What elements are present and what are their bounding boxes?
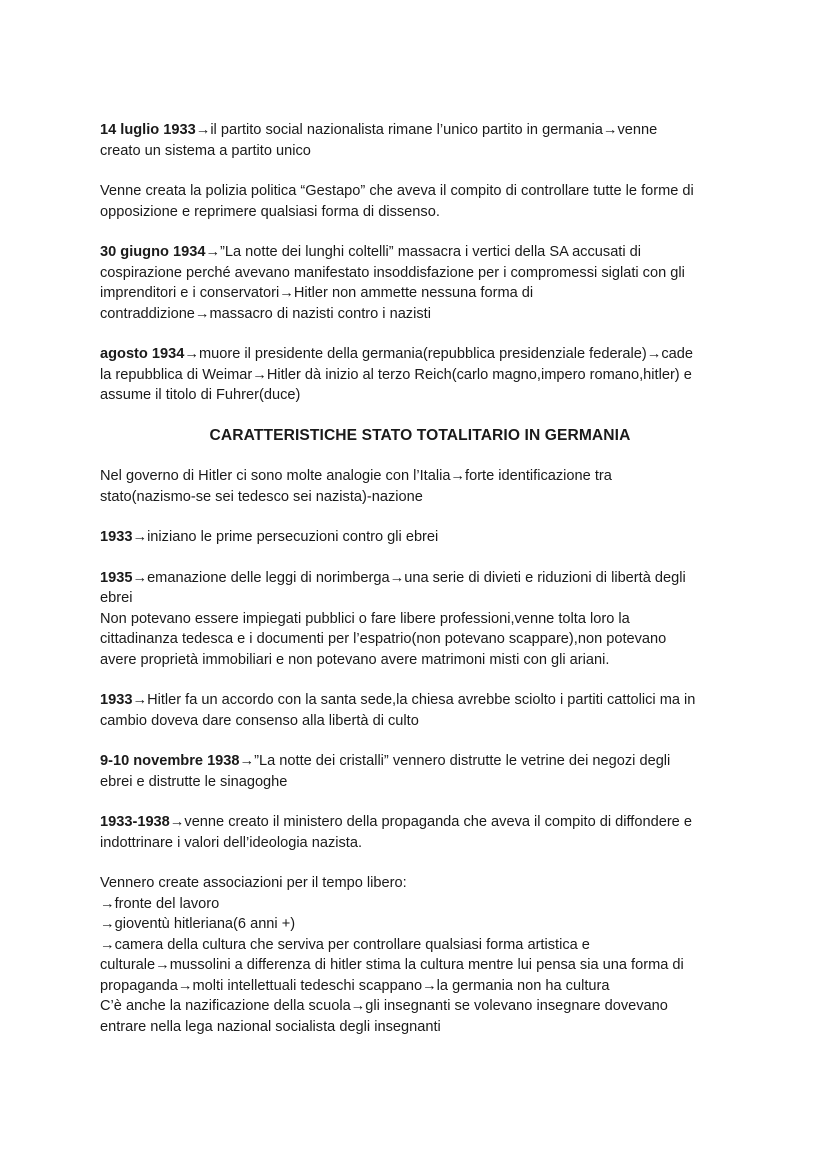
line-text: cospirazione perché avevano manifestato insoddisfazione per i compromessi siglati con gli: [100, 264, 685, 281]
paragraph: [100, 812, 740, 853]
line-text: opposizione e reprimere qualsiasi forma di dissenso.: [100, 203, 440, 220]
text-line: [100, 487, 740, 508]
line-text: Nel governo di Hitler ci sono molte analogie con l’Italia→forte identificazione tra: [100, 468, 612, 484]
line-text: →venne creato il ministero della propaganda che aveva il compito di diffondere e: [169, 814, 692, 830]
date-label: agosto 1934: [100, 346, 185, 362]
text-line: [100, 711, 740, 732]
paragraph: [100, 344, 740, 406]
paragraph: [100, 527, 740, 548]
text-line: [100, 202, 740, 223]
line-text: Vennero create associazioni per il tempo libero:: [100, 875, 407, 891]
line-text: →gioventù hitleriana(6 anni +): [100, 916, 296, 932]
line-text: →iniziano le prime persecuzioni contro gli ebrei: [132, 529, 439, 545]
line-text: Non potevano essere impiegati pubblici o fare libere professioni,venne tolta loro la: [100, 610, 630, 627]
date-label: 1933: [100, 692, 133, 708]
text-line: [100, 751, 740, 772]
line-text: avere proprietà immobiliari e non potevano avere matrimoni misti con gli ariani.: [100, 651, 610, 668]
date-label: 1933: [100, 529, 133, 545]
text-line: [100, 650, 740, 671]
paragraph: [100, 751, 740, 792]
text-line: [100, 588, 740, 609]
line-text: ebrei e distrutte le sinagoghe: [100, 773, 288, 790]
paragraph-group-intro: [100, 120, 740, 406]
text-line: [100, 304, 740, 325]
line-text: culturale→mussolini a differenza di hitler stima la cultura mentre lui pensa sia una forma di: [100, 957, 684, 973]
text-line: [100, 181, 740, 202]
line-text: →muore il presidente della germania(repubblica presidenziale federale)→cade: [184, 346, 693, 362]
line-text: cambio doveva dare consenso alla libertà di culto: [100, 712, 419, 729]
text-line: [100, 527, 740, 548]
date-label: 14 luglio 1933: [100, 122, 196, 138]
paragraph: [100, 690, 740, 731]
text-line: [100, 812, 740, 833]
date-label: 1935: [100, 569, 133, 586]
paragraph: [100, 181, 740, 222]
text-line: [100, 365, 740, 386]
text-line: [100, 833, 740, 854]
paragraph: [100, 120, 740, 161]
text-line: [100, 772, 740, 793]
document-body: [100, 120, 740, 1057]
line-text: →emanazione delle leggi di norimberga→una serie di divieti e riduzioni di libertà degli: [132, 569, 686, 586]
text-line: [100, 609, 740, 630]
text-line: [100, 894, 740, 915]
paragraph: [100, 568, 740, 671]
text-line: [100, 141, 740, 162]
paragraph-group-characteristics: [100, 466, 740, 1037]
text-line: [100, 263, 740, 284]
line-text: →camera della cultura che serviva per controllare qualsiasi forma artistica e: [100, 936, 590, 953]
section-heading: CARATTERISTICHE STATO TOTALITARIO IN GERMANIA: [209, 426, 631, 444]
text-line: [100, 568, 740, 589]
text-line: [100, 283, 740, 304]
text-line: [100, 385, 740, 406]
text-line: [100, 873, 740, 894]
text-line: [100, 690, 740, 711]
text-line: [100, 629, 740, 650]
paragraph: [100, 466, 740, 507]
line-text: →”La notte dei lunghi coltelli” massacra i vertici della SA accusati di: [205, 244, 642, 260]
date-label: 1933-1938: [100, 814, 170, 830]
line-text: ebrei: [100, 590, 133, 606]
text-line: [100, 344, 740, 365]
text-line: [100, 976, 740, 997]
text-line: [100, 242, 740, 263]
line-text: →Hitler fa un accordo con la santa sede,la chiesa avrebbe sciolto i partiti cattolici ma in: [132, 692, 696, 708]
line-text: Venne creata la polizia politica “Gestapo” che aveva il compito di controllare tutte le forme di: [100, 183, 694, 199]
date-label: 9-10 novembre 1938: [100, 753, 240, 769]
line-text: stato(nazismo-se sei tedesco sei nazista)-nazione: [100, 488, 423, 505]
paragraph: [100, 873, 740, 1037]
line-text: →”La notte dei cristalli” vennero distrutte le vetrine dei negozi degli: [239, 753, 671, 769]
text-line: [100, 955, 740, 976]
text-line: [100, 935, 740, 956]
line-text: propaganda→molti intellettuali tedeschi scappano→la germania non ha cultura: [100, 977, 610, 994]
text-line: [100, 996, 740, 1017]
paragraph: [100, 242, 740, 324]
text-line: [100, 466, 740, 487]
line-text: imprenditori e i conservatori→Hitler non ammette nessuna forma di: [100, 285, 534, 301]
line-text: →fronte del lavoro: [100, 895, 220, 912]
line-text: assume il titolo di Fuhrer(duce): [100, 387, 301, 403]
text-line: [100, 914, 740, 935]
date-label: 30 giugno 1934: [100, 244, 206, 260]
line-text: →il partito social nazionalista rimane l’unico partito in germania→venne: [195, 122, 658, 138]
text-line: [100, 120, 740, 141]
line-text: cittadinanza tedesca e i documenti per l’espatrio(non potevano scappare),non potevano: [100, 631, 667, 647]
text-line: [100, 1017, 740, 1038]
line-text: la repubblica di Weimar→Hitler dà inizio al terzo Reich(carlo magno,impero romano,hitler) e: [100, 366, 692, 383]
line-text: C’è anche la nazificazione della scuola→gli insegnanti se volevano insegnare dovevano: [100, 998, 668, 1014]
line-text: contraddizione→massacro di nazisti contro i nazisti: [100, 305, 431, 322]
line-text: indottrinare i valori dell’ideologia nazista.: [100, 834, 363, 851]
line-text: entrare nella lega nazional socialista degli insegnanti: [100, 1018, 441, 1035]
line-text: creato un sistema a partito unico: [100, 142, 311, 159]
